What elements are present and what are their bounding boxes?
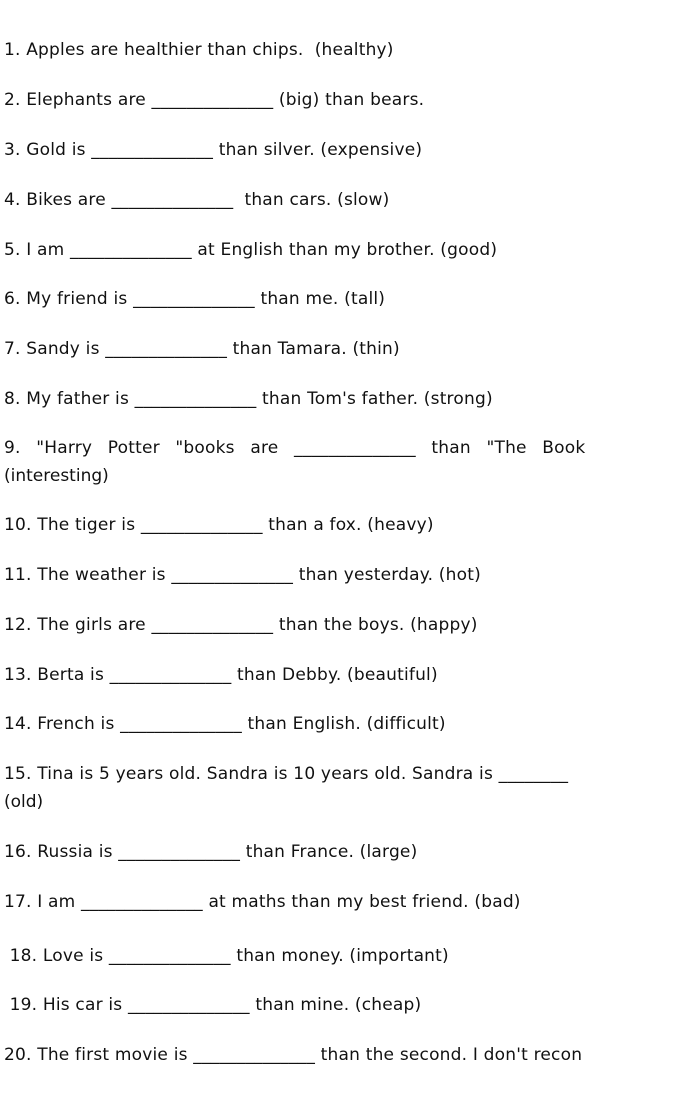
exercise-item-9-hint: (interesting): [4, 466, 109, 486]
exercise-item-4: 4. Bikes are ______________ than cars. (slow): [4, 190, 390, 210]
exercise-item-13: 13. Berta is ______________ than Debby. (beautiful): [4, 665, 438, 685]
exercise-item-20: 20. The first movie is ______________ than the second. I don't recon: [4, 1045, 583, 1065]
exercise-item-15-hint: (old): [4, 792, 44, 812]
exercise-item-3: 3. Gold is ______________ than silver. (expensive): [4, 140, 423, 160]
exercise-item-19: 19. His car is ______________ than mine. (cheap): [4, 995, 422, 1015]
exercise-item-9: 9. "Harry Potter "books are ______________ than "The Book: [4, 438, 586, 458]
exercise-item-12: 12. The girls are ______________ than the boys. (happy): [4, 615, 478, 635]
exercise-item-5: 5. I am ______________ at English than my brother. (good): [4, 240, 498, 260]
exercise-item-15: 15. Tina is 5 years old. Sandra is 10 years old. Sandra is ________: [4, 764, 569, 784]
exercise-item-6: 6. My friend is ______________ than me. (tall): [4, 289, 386, 309]
exercise-item-17: 17. I am ______________ at maths than my best friend. (bad): [4, 892, 521, 912]
exercise-item-14: 14. French is ______________ than English. (difficult): [4, 714, 446, 734]
exercise-item-1: 1. Apples are healthier than chips. (healthy): [4, 40, 394, 60]
exercise-item-8: 8. My father is ______________ than Tom's father. (strong): [4, 389, 493, 409]
exercise-item-2: 2. Elephants are ______________ (big) than bears.: [4, 90, 425, 110]
exercise-item-7: 7. Sandy is ______________ than Tamara. (thin): [4, 339, 400, 359]
exercise-item-11: 11. The weather is ______________ than yesterday. (hot): [4, 565, 481, 585]
exercise-item-10: 10. The tiger is ______________ than a fox. (heavy): [4, 515, 434, 535]
exercise-item-18: 18. Love is ______________ than money. (important): [4, 946, 449, 966]
exercise-item-16: 16. Russia is ______________ than France. (large): [4, 842, 418, 862]
